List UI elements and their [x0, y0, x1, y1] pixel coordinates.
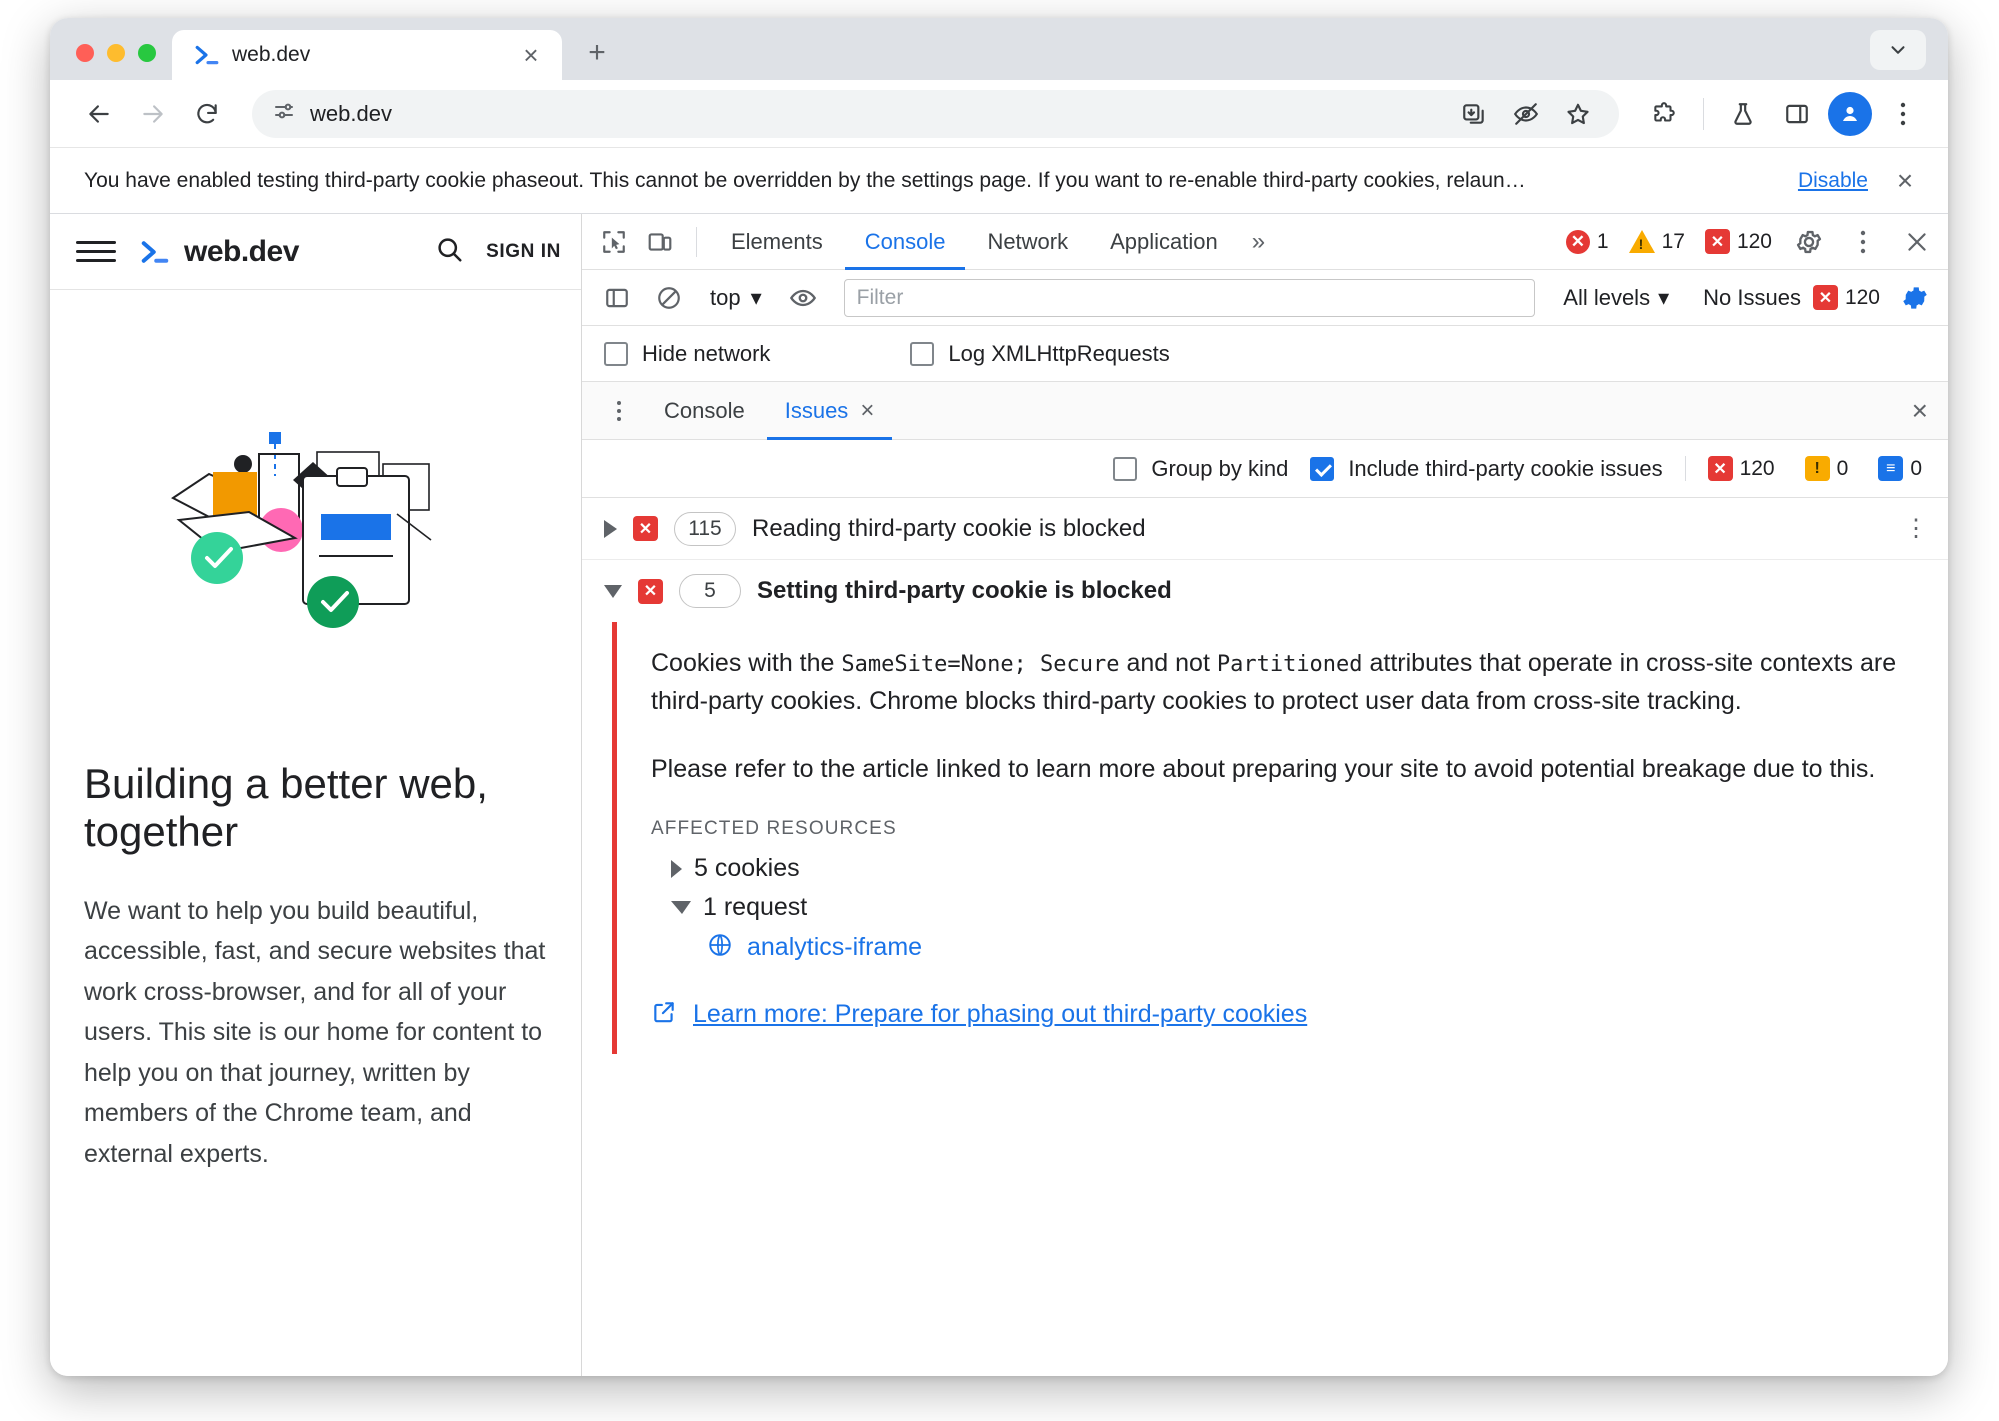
devtools-counters — [1560, 219, 1948, 265]
maximize-window-button[interactable] — [138, 44, 156, 62]
expand-arrow-icon[interactable] — [604, 520, 617, 538]
partitioned-code: Partitioned — [1216, 652, 1363, 677]
omnibox-actions — [1451, 91, 1601, 137]
devtools-menu-icon[interactable] — [1840, 219, 1886, 265]
address-bar[interactable] — [252, 90, 1619, 138]
profile-avatar[interactable] — [1828, 92, 1872, 136]
site-info-icon[interactable] — [272, 99, 296, 128]
warning-icon: ! — [1805, 456, 1830, 481]
issue-icon: ✕ — [1708, 456, 1733, 481]
live-expression-eye-icon[interactable] — [780, 275, 826, 321]
browser-window — [50, 18, 1948, 1376]
console-sidebar-icon[interactable] — [594, 275, 640, 321]
issue-icon: ✕ — [1705, 229, 1730, 254]
cookie-infobar — [50, 148, 1948, 214]
error-icon: ✕ — [1566, 230, 1590, 254]
include-third-party-option[interactable] — [1310, 456, 1662, 482]
drawer-tabbar — [582, 382, 1948, 440]
console-issue-count-badge[interactable] — [1807, 285, 1886, 310]
issues-status-label[interactable]: No Issues — [1703, 284, 1801, 310]
group-by-kind-option[interactable] — [1113, 456, 1288, 482]
window-controls — [50, 44, 172, 80]
drawer-close-button[interactable]: × — [1911, 394, 1928, 426]
include-third-party-checkbox[interactable] — [1310, 457, 1334, 481]
issues-info-badge — [1872, 456, 1928, 481]
affected-request-item[interactable] — [707, 932, 1914, 963]
web-page-viewport — [50, 214, 582, 1376]
warning-count-badge[interactable] — [1623, 230, 1691, 254]
issue-occurrence-count: 5 — [679, 574, 741, 608]
tab-elements[interactable]: Elements — [731, 228, 823, 254]
address-bar-text: web.dev — [310, 100, 392, 126]
browser-tab[interactable] — [172, 30, 562, 80]
console-filter-input[interactable]: Filter — [844, 279, 1536, 317]
issue-title: Reading third-party cookie is blocked — [752, 514, 1146, 542]
warning-icon — [1629, 230, 1655, 253]
tabstrip-right — [1870, 30, 1948, 80]
sign-in-link[interactable]: SIGN IN — [486, 240, 561, 262]
site-logo-text: web.dev — [184, 234, 299, 268]
devtools-panel — [582, 214, 1948, 1376]
collapse-arrow-icon[interactable] — [671, 901, 691, 914]
samesite-code: SameSite=None; Secure — [841, 652, 1120, 677]
expand-arrow-icon[interactable] — [671, 860, 682, 878]
log-xhr-label: Log XMLHttpRequests — [948, 340, 1170, 366]
inspect-icon[interactable] — [592, 220, 636, 264]
extensions-puzzle-icon[interactable] — [1641, 91, 1687, 137]
issue-count: 120 — [1736, 229, 1772, 253]
console-issue-count: 120 — [1844, 285, 1880, 309]
issue-icon: ✕ — [638, 579, 663, 604]
tab-strip — [50, 18, 1948, 80]
chevron-down-icon[interactable] — [1870, 30, 1926, 70]
include-third-party-label: Include third-party cookie issues — [1348, 455, 1663, 481]
learn-more-link[interactable]: Learn more: Prepare for phasing out third-party cookies — [693, 1000, 1308, 1028]
issues-list — [582, 498, 1948, 1376]
issues-warning-badge — [1799, 456, 1855, 481]
install-icon[interactable] — [1451, 91, 1497, 137]
console-toolbar — [582, 270, 1948, 326]
log-level-selector[interactable] — [1553, 285, 1679, 311]
page-title: Building a better web, together — [84, 760, 488, 856]
issue-icon: ✕ — [1813, 285, 1838, 310]
side-panel-icon[interactable] — [1774, 91, 1820, 137]
page-content — [50, 760, 581, 1174]
devtools-tabbar — [582, 214, 1948, 270]
affected-resource-cookies[interactable] — [671, 854, 1914, 883]
search-icon[interactable] — [434, 234, 464, 269]
hide-network-label: Hide network — [642, 340, 771, 366]
hero-illustration — [50, 290, 581, 760]
issue-count-badge[interactable] — [1699, 229, 1778, 254]
external-link-icon — [651, 999, 677, 1030]
hide-network-option[interactable] — [604, 341, 770, 367]
hide-network-checkbox[interactable] — [604, 342, 628, 366]
browser-menu-icon[interactable] — [1880, 91, 1926, 137]
issues-info-count: 0 — [1910, 456, 1922, 480]
log-xhr-option[interactable] — [910, 341, 1169, 367]
tabbar-divider — [696, 227, 697, 257]
affected-request-link[interactable]: analytics-iframe — [747, 933, 923, 961]
console-options-row — [582, 326, 1948, 382]
issues-counters — [1685, 456, 1928, 481]
globe-icon — [707, 932, 733, 963]
issue-description-paragraph-1 — [651, 644, 1914, 720]
log-level-label: All levels — [1563, 284, 1651, 310]
forward-arrow-icon[interactable] — [130, 91, 176, 137]
issues-warning-count: 0 — [1836, 456, 1849, 480]
clear-console-icon[interactable] — [646, 275, 692, 321]
drawer-menu-icon[interactable] — [596, 388, 642, 434]
affected-resource-label: 5 cookies — [694, 854, 800, 882]
execution-context-label: top — [710, 284, 741, 310]
reload-icon[interactable] — [184, 91, 230, 137]
labs-flask-icon[interactable] — [1720, 91, 1766, 137]
browser-toolbar — [50, 80, 1948, 148]
issue-occurrence-count: 115 — [674, 512, 736, 546]
affected-resource-requests[interactable] — [671, 893, 1914, 922]
issues-error-count: 120 — [1739, 456, 1775, 480]
tab-console[interactable]: Console — [845, 214, 966, 270]
error-count: 1 — [1596, 229, 1609, 253]
site-header — [50, 214, 581, 290]
tab-title: web.dev — [232, 43, 311, 66]
eye-off-icon[interactable] — [1503, 91, 1549, 137]
infobar-message: You have enabled testing third-party cookie phaseout. This cannot be overridden by the settings page. If you want to re-enable third-party cookies, relaun… — [84, 168, 1526, 192]
tab-network[interactable]: Network — [987, 228, 1069, 254]
error-count-badge[interactable] — [1560, 230, 1615, 254]
drawer-tab-console[interactable]: Console — [664, 397, 745, 423]
issue-description-paragraph-2: Please refer to the article linked to learn more about preparing your site to avoid potential breakage due to this. — [651, 755, 1876, 783]
device-toolbar-icon[interactable] — [638, 220, 682, 264]
issue-icon: ✕ — [633, 516, 658, 541]
desc-mid: and not — [1119, 649, 1217, 677]
group-by-kind-label: Group by kind — [1151, 455, 1289, 481]
new-tab-button[interactable]: + — [588, 36, 606, 69]
group-by-kind-checkbox[interactable] — [1113, 457, 1137, 481]
issue-row-setting-cookie[interactable] — [582, 560, 1948, 622]
learn-more-row[interactable] — [651, 999, 1914, 1054]
close-tab-button[interactable]: × — [523, 40, 539, 70]
infobar-close-button[interactable]: × — [1896, 164, 1914, 196]
chevron-down-icon: ▾ — [750, 284, 762, 310]
star-icon[interactable] — [1555, 91, 1601, 137]
issue-title: Setting third-party cookie is blocked — [757, 577, 1172, 604]
minimize-window-button[interactable] — [107, 44, 125, 62]
collapse-arrow-icon[interactable] — [604, 585, 622, 598]
issue-row-reading-cookie[interactable] — [582, 498, 1948, 560]
issues-error-badge — [1702, 456, 1781, 481]
infobar-disable-link[interactable]: Disable — [1797, 168, 1868, 192]
page-paragraph: We want to help you build beautiful, accessible, fast, and secure websites that work cross-browser, and for all of your users. This site is our home for content to help you on that journey, written by members of the Chrome team, and external experts. — [84, 896, 546, 1168]
affected-resources-label: AFFECTED RESOURCES — [651, 818, 897, 839]
drawer-tab-issues-close-icon[interactable]: × — [860, 396, 875, 424]
desc-pre: Cookies with the — [651, 649, 842, 677]
back-arrow-icon[interactable] — [76, 91, 122, 137]
devtools-close-icon[interactable] — [1894, 219, 1940, 265]
warning-count: 17 — [1661, 229, 1685, 253]
console-settings-gear-icon[interactable] — [1892, 275, 1938, 321]
menu-icon[interactable] — [76, 232, 116, 272]
affected-resource-label: 1 request — [703, 893, 808, 921]
drawer-tab-issues-label: Issues — [784, 397, 849, 423]
close-window-button[interactable] — [76, 44, 94, 62]
log-xhr-checkbox[interactable] — [910, 342, 934, 366]
browser-content — [50, 214, 1948, 1376]
issue-detail-body — [617, 622, 1948, 1054]
devtools-settings-gear-icon[interactable] — [1786, 219, 1832, 265]
issue-detail — [582, 622, 1948, 1054]
toolbar-divider — [1703, 98, 1704, 130]
desc-post: attributes that operate in cross-site contexts are third-party cookies. Chrome blocks third-party cookies to protect user data from cross-site tracking. — [651, 649, 1897, 715]
site-logo[interactable] — [138, 235, 412, 269]
more-tabs-icon[interactable]: » — [1251, 227, 1266, 255]
issues-options-bar — [582, 440, 1948, 498]
execution-context-selector[interactable] — [698, 278, 774, 318]
issue-menu-icon[interactable]: ⋮ — [1904, 515, 1928, 542]
info-icon: ≡ — [1878, 456, 1903, 481]
drawer-tab-issues[interactable] — [767, 382, 893, 440]
tab-application[interactable]: Application — [1110, 228, 1218, 254]
webdev-favicon — [194, 42, 220, 68]
chevron-down-icon: ▾ — [1658, 284, 1670, 310]
